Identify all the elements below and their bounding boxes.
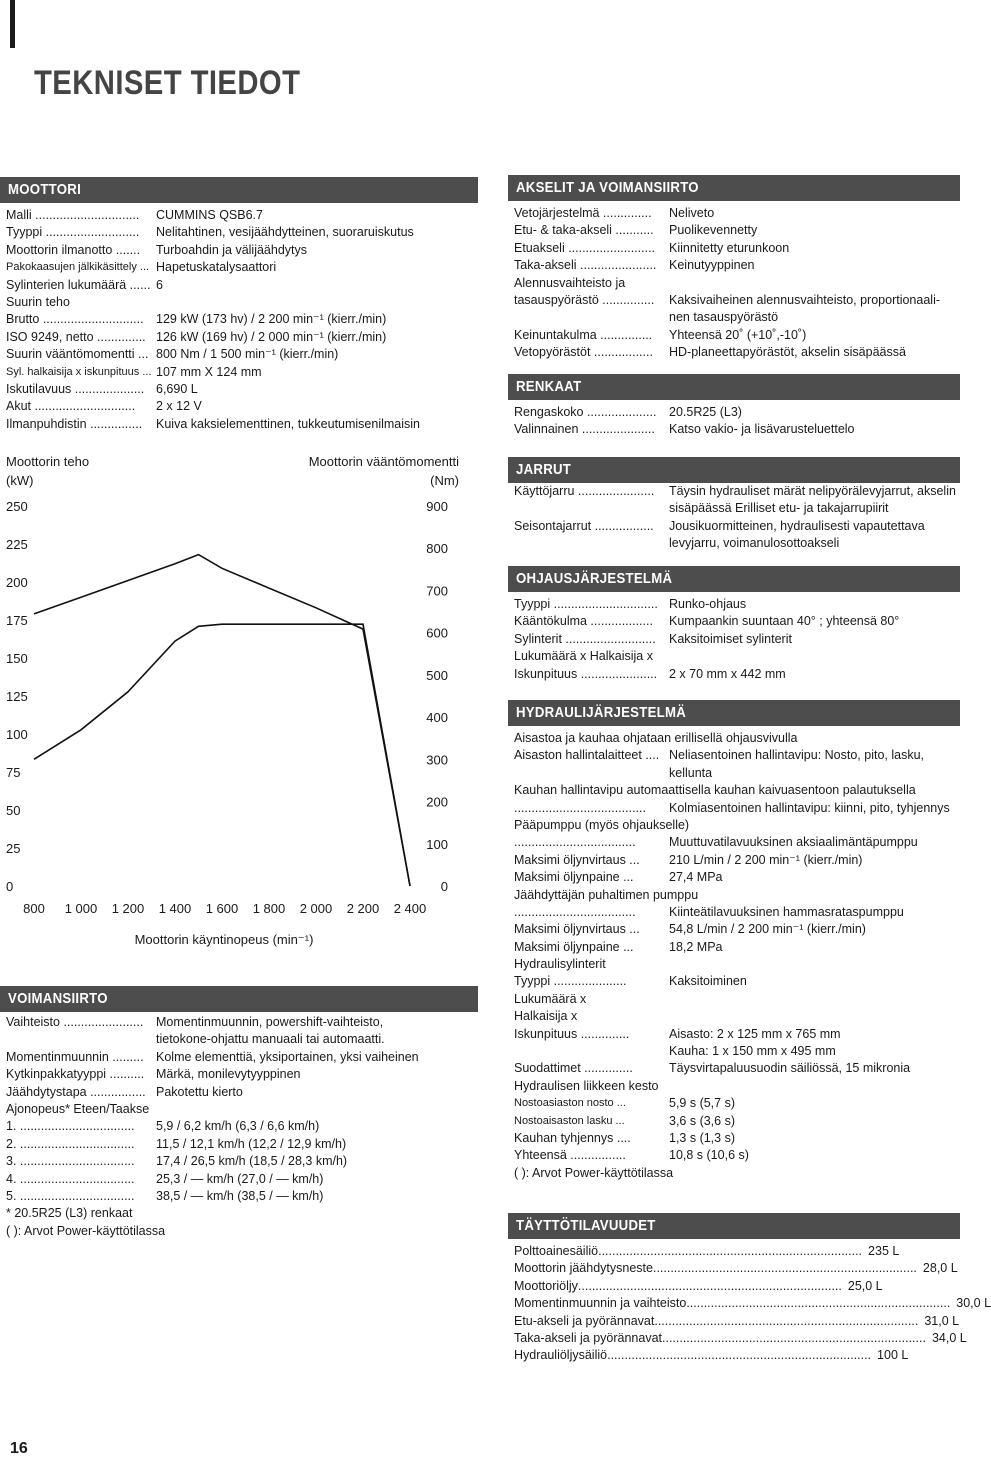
left-tick-label: 25 <box>6 841 21 856</box>
spec-label: Maksimi öljynpaine ... <box>514 939 634 954</box>
tayttotilavuudet-specs <box>514 1243 991 1365</box>
capacity-row <box>514 1347 909 1364</box>
spec-value: 210 L/min / 2 200 min⁻¹ (kierr./min) <box>669 852 863 867</box>
x-tick-label: 2 200 <box>346 901 380 916</box>
spec-value: 5,9 s (5,7 s) <box>669 1096 735 1111</box>
spec-value: kellunta <box>669 765 713 780</box>
spec-label: * 20.5R25 (L3) renkaat <box>6 1206 133 1221</box>
spec-label: Ajonopeus* Eteen/Taakse <box>6 1101 150 1116</box>
spec-label: 3. ................................. <box>6 1154 135 1169</box>
spec-label: Maksimi öljynvirtaus ... <box>514 852 640 867</box>
page-title: TEKNISET TIEDOT <box>34 64 301 102</box>
spec-row <box>6 1084 476 1101</box>
spec-label: Iskunpituus ...................... <box>514 666 658 681</box>
right-tick-label: 600 <box>426 625 448 641</box>
spec-value: 18,2 MPa <box>669 939 723 954</box>
spec-label: Lukumäärä x <box>514 991 587 1006</box>
spec-value: 2 x 70 mm x 442 mm <box>669 666 786 681</box>
spec-row <box>514 1026 958 1043</box>
spec-value: 107 mm X 124 mm <box>156 364 262 379</box>
spec-label: ................................... <box>514 835 636 850</box>
spec-row <box>514 1113 958 1130</box>
spec-value: 11,5 / 12,1 km/h (12,2 / 12,9 km/h) <box>156 1136 347 1151</box>
spec-label: Maksimi öljynvirtaus ... <box>514 922 640 937</box>
spec-label: Iskutilavuus .................... <box>6 381 145 396</box>
spec-label: Syl. halkaisija x iskunpituus ... <box>6 365 152 378</box>
left-tick-label: 250 <box>6 499 28 514</box>
spec-value: Kolme elementtiä, yksiportainen, yksi vaiheinen <box>156 1049 419 1064</box>
capacity-row <box>514 1243 900 1260</box>
dot-leader: ............................................................................ <box>577 1278 842 1293</box>
spec-row <box>6 1153 476 1170</box>
spec-value: Puolikevennetty <box>669 223 758 238</box>
left-tick-label: 175 <box>6 613 28 628</box>
spec-value: 2 x 12 V <box>156 399 202 414</box>
capacity-value: 31,0 L <box>924 1313 960 1328</box>
section-heading-akselit: AKSELIT JA VOIMANSIIRTO <box>508 175 960 201</box>
spec-label: Etu- & taka-akseli ........... <box>514 223 654 238</box>
spec-row <box>514 344 958 361</box>
spec-label: Jäähdytystapa ................ <box>6 1084 146 1099</box>
spec-label: Alennusvaihteisto ja <box>514 275 626 290</box>
spec-label: Malli .............................. <box>6 208 140 222</box>
capacity-label: Moottorin jäähdytysneste <box>514 1261 653 1276</box>
engine-performance-chart <box>0 448 480 958</box>
spec-value: Turboahdin ja välijäähdytys <box>156 242 308 257</box>
spec-row <box>514 782 958 799</box>
spec-label: Akut ............................. <box>6 399 136 414</box>
spec-row <box>514 939 958 956</box>
spec-value: Kaksitoiminen <box>669 974 747 989</box>
x-tick-label: 1 200 <box>111 901 145 916</box>
spec-row <box>514 404 958 421</box>
dot-leader: ............................................................................ <box>607 1348 872 1363</box>
spec-row <box>6 329 476 346</box>
left-axis-unit: (kW) <box>6 473 34 488</box>
spec-label: Etuakseli ......................... <box>514 240 656 255</box>
x-tick-label: 1 800 <box>252 901 286 916</box>
right-tick-label: 800 <box>426 541 448 557</box>
spec-row <box>6 1031 476 1048</box>
spec-label: Tyyppi ..................... <box>514 974 627 989</box>
dot-leader: ............................................................................ <box>598 1244 863 1258</box>
spec-row <box>514 1078 958 1095</box>
capacity-row <box>514 1295 991 1312</box>
spec-label: Sylinterien lukumäärä ...... <box>6 277 151 292</box>
renkaat-specs <box>514 404 958 439</box>
spec-value: Kumpaankin suuntaan 40° ; yhteensä 80° <box>669 614 900 629</box>
spec-label: Vetojärjestelmä .............. <box>514 206 652 220</box>
spec-value: sisäpäässä Erilliset etu- ja takajarrupiirit <box>669 501 889 516</box>
spec-label: Sylinterit .......................... <box>514 631 656 646</box>
spec-row <box>514 1095 958 1112</box>
spec-value: 27,4 MPa <box>669 870 723 885</box>
spec-row <box>6 1223 476 1240</box>
spec-value: Neliveto <box>669 206 715 220</box>
spec-label: 5. ................................. <box>6 1188 135 1203</box>
spec-label: ................................... <box>514 904 636 919</box>
capacity-value: 28,0 L <box>922 1261 958 1276</box>
spec-label: Nostoaisaston lasku ... <box>514 1114 625 1127</box>
left-axis-title: Moottorin teho <box>6 454 90 469</box>
spec-label: Suodattimet .............. <box>514 1061 633 1076</box>
right-axis-title: Moottorin vääntömomentti <box>308 454 459 469</box>
spec-row <box>514 631 958 648</box>
spec-value: Nelitahtinen, vesijäähdytteinen, suoraruiskutus <box>156 225 414 240</box>
spec-row <box>6 1014 476 1031</box>
spec-row <box>6 1171 476 1188</box>
spec-label: ( ): Arvot Power-käyttötilassa <box>6 1223 166 1238</box>
capacity-label: Polttoainesäiliö <box>514 1244 599 1258</box>
spec-row <box>514 800 958 817</box>
spec-value: 3,6 s (3,6 s) <box>669 1113 735 1128</box>
spec-row <box>6 259 476 276</box>
spec-label: 1. ................................. <box>6 1119 135 1134</box>
spec-row <box>514 730 958 747</box>
capacity-label: Hydrauliöljysäiliö <box>514 1348 608 1363</box>
spec-value: Keinutyyppinen <box>669 258 755 273</box>
spec-row <box>514 275 958 292</box>
capacity-label: Etu-akseli ja pyörännavat <box>514 1313 655 1328</box>
spec-label: Suurin vääntömomentti ... <box>6 347 149 362</box>
capacity-value: 30,0 L <box>956 1296 991 1311</box>
spec-row <box>514 869 958 886</box>
spec-label: 4. ................................. <box>6 1171 135 1186</box>
spec-row <box>6 1188 476 1205</box>
capacity-row <box>514 1313 960 1330</box>
spec-value: Kuiva kaksielementtinen, tukkeutumisenilmaisin <box>156 416 421 431</box>
spec-value: 6,690 L <box>156 381 198 396</box>
spec-label: Pakokaasujen jälkikäsittely ... <box>6 261 150 274</box>
spec-row <box>6 207 476 224</box>
section-heading-renkaat: RENKAAT <box>508 374 960 400</box>
spec-row <box>514 596 958 613</box>
spec-row <box>514 887 958 904</box>
x-tick-label: 1 400 <box>158 901 192 916</box>
spec-row <box>6 346 476 363</box>
section-heading-hydrauli: HYDRAULIJÄRJESTELMÄ <box>508 700 960 726</box>
spec-label: Tyyppi .............................. <box>514 597 658 611</box>
spec-value: 6 <box>156 277 163 292</box>
power-curve <box>34 555 410 886</box>
capacity-value: 100 L <box>877 1348 909 1363</box>
spec-row <box>514 1008 958 1025</box>
spec-row <box>514 973 958 990</box>
torque-curve <box>34 624 410 886</box>
spec-row <box>514 240 958 257</box>
spec-label: Aisastoa ja kauhaa ohjataan erillisellä ohjausvivulla <box>514 731 798 745</box>
spec-label: Vaihteisto ....................... <box>6 1015 144 1029</box>
capacity-value: 235 L <box>868 1244 900 1258</box>
spec-value: Neliasentoinen hallintavipu: Nosto, pito, lasku, <box>669 748 925 763</box>
capacity-row <box>514 1278 883 1295</box>
spec-label: Nostoasiaston nosto ... <box>514 1097 626 1110</box>
spec-row <box>514 1165 958 1182</box>
x-tick-label: 1 600 <box>205 901 239 916</box>
spec-value: 126 kW (169 hv) / 2 000 min⁻¹ (kierr./min) <box>156 329 387 344</box>
spec-label: Maksimi öljynpaine ... <box>514 870 634 885</box>
spec-row <box>514 904 958 921</box>
spec-value: Kiinnitetty eturunkoon <box>669 240 790 255</box>
spec-row <box>6 1118 476 1135</box>
left-tick-label: 200 <box>6 575 28 590</box>
spec-row <box>6 294 476 311</box>
right-tick-label: 200 <box>426 794 448 810</box>
spec-row <box>514 535 958 552</box>
capacity-row <box>514 1260 958 1277</box>
spec-value: nen tasauspyörästö <box>669 310 779 325</box>
spec-label: Hydraulisylinterit <box>514 957 606 972</box>
spec-label: Keinuntakulma ............... <box>514 327 653 342</box>
spec-value: Katso vakio- ja lisävarusteluettelo <box>669 422 855 437</box>
spec-label: ...................................... <box>514 800 646 815</box>
spec-row <box>514 500 958 517</box>
spec-row <box>514 483 958 500</box>
spec-label: Rengaskoko .................... <box>514 405 657 419</box>
x-axis-title: Moottorin käyntinopeus (min⁻¹) <box>134 932 314 947</box>
spec-row <box>6 1049 476 1066</box>
spec-row <box>514 327 958 344</box>
dot-leader: ............................................................................ <box>654 1313 919 1328</box>
akselit-specs <box>514 205 958 362</box>
spec-value: Pakotettu kierto <box>156 1084 243 1099</box>
spec-row <box>6 416 476 433</box>
spec-row <box>514 518 958 535</box>
dot-leader: ............................................................................ <box>662 1330 926 1345</box>
spec-row <box>514 257 958 274</box>
capacity-label: Moottoriöljy <box>514 1278 578 1293</box>
spec-row <box>514 205 958 222</box>
capacity-row <box>514 1330 967 1347</box>
spec-label: Kääntökulma .................. <box>514 614 653 629</box>
spec-row <box>514 1130 958 1147</box>
section-heading-ohjaus: OHJAUSJÄRJESTELMÄ <box>508 566 960 592</box>
spec-value: Hapetuskatalysaattori <box>156 260 277 275</box>
left-tick-label: 100 <box>6 727 28 742</box>
spec-label: Pääpumppu (myös ohjaukselle) <box>514 817 690 832</box>
spec-value: 25,3 / — km/h (27,0 / — km/h) <box>156 1171 324 1186</box>
spec-row <box>6 1066 476 1083</box>
spec-value: HD-planeettapyörästöt, akselin sisäpäässä <box>669 345 906 360</box>
spec-row <box>514 613 958 630</box>
spec-value: Yhteensä 20˚ (+10˚,-10˚) <box>669 327 807 342</box>
page-number: 16 <box>10 1440 28 1457</box>
left-tick-label: 150 <box>6 651 28 666</box>
spec-value: 38,5 / — km/h (38,5 / — km/h) <box>156 1188 324 1203</box>
spec-row <box>6 1136 476 1153</box>
spec-value: Momentinmuunnin, powershift-vaihteisto, <box>156 1015 384 1029</box>
spec-value: Kauha: 1 x 150 mm x 495 mm <box>669 1044 836 1059</box>
spec-label: Kytkinpakkatyyppi .......... <box>6 1067 145 1082</box>
dot-leader: ............................................................................ <box>686 1296 951 1311</box>
spec-row <box>514 956 958 973</box>
spec-value: Runko-ohjaus <box>669 597 747 611</box>
spec-row <box>514 852 958 869</box>
spec-label: tasauspyörästö ............... <box>514 292 655 307</box>
spec-value: 54,8 L/min / 2 200 min⁻¹ (kierr./min) <box>669 922 866 937</box>
spec-row <box>6 1205 476 1222</box>
spec-row <box>6 364 476 381</box>
left-tick-label: 0 <box>6 879 14 894</box>
left-tick-label: 75 <box>6 765 21 780</box>
right-tick-label: 100 <box>426 836 448 852</box>
spec-label: Kauhan hallintavipu automaattisella kauhan kaivuasentoon palautuksella <box>514 783 916 798</box>
spec-label: ISO 9249, netto .............. <box>6 329 146 344</box>
spec-label: Tyyppi ........................... <box>6 225 140 240</box>
spec-value: Kaksivaiheinen alennusvaihteisto, proportionaali- <box>669 292 941 307</box>
spec-row <box>514 921 958 938</box>
spec-label: Taka-akseli ...................... <box>514 258 657 273</box>
spec-row <box>514 1060 958 1077</box>
spec-label: Yhteensä ................ <box>514 1148 626 1163</box>
spec-value: 800 Nm / 1 500 min⁻¹ (kierr./min) <box>156 347 339 362</box>
spec-row <box>6 242 476 259</box>
right-tick-label: 700 <box>426 583 448 599</box>
spec-row <box>514 1043 958 1060</box>
spec-value: 10,8 s (10,6 s) <box>669 1148 749 1163</box>
right-axis-unit: (Nm) <box>430 473 459 488</box>
left-tick-label: 125 <box>6 689 28 704</box>
capacity-value: 34,0 L <box>931 1330 967 1345</box>
spec-label: Ilmanpuhdistin ............... <box>6 416 143 431</box>
spec-value: 129 kW (173 hv) / 2 200 min⁻¹ (kierr./min) <box>156 312 387 327</box>
x-tick-label: 2 400 <box>393 901 427 916</box>
spec-label: Brutto ............................. <box>6 312 144 327</box>
spec-value: CUMMINS QSB6.7 <box>156 208 263 222</box>
spec-row <box>514 222 958 239</box>
spec-label: Käyttöjarru ...................... <box>514 484 655 498</box>
spec-value: levyjarru, voimanulosottoakseli <box>669 536 840 551</box>
spec-value: Kiinteätilavuuksinen hammasrataspumppu <box>669 904 904 919</box>
section-heading-voimansiirto: VOIMANSIIRTO <box>0 986 478 1012</box>
spec-value: Jousikuormitteinen, hydraulisesti vapautettava <box>669 518 925 533</box>
spec-label: Aisaston hallintalaitteet .... <box>514 748 660 763</box>
spec-row <box>6 277 476 294</box>
spec-row <box>6 381 476 398</box>
spec-label: Iskunpituus .............. <box>514 1026 630 1041</box>
x-tick-label: 1 000 <box>64 901 98 916</box>
section-heading-jarrut: JARRUT <box>508 457 960 483</box>
x-tick-label: 2 000 <box>299 901 333 916</box>
spec-value: Märkä, monilevytyyppinen <box>156 1067 301 1082</box>
spec-row <box>6 1101 476 1118</box>
spec-value: 17,4 / 26,5 km/h (18,5 / 28,3 km/h) <box>156 1154 348 1169</box>
right-tick-label: 500 <box>426 667 448 683</box>
spec-label: 2. ................................. <box>6 1136 135 1151</box>
capacity-label: Taka-akseli ja pyörännavat <box>514 1330 662 1345</box>
spec-label: Jäähdyttäjän puhaltimen pumppu <box>514 887 699 902</box>
capacity-label: Momentinmuunnin ja vaihteisto <box>514 1296 687 1311</box>
spec-label: Vetopyörästöt ................. <box>514 345 653 360</box>
spec-row <box>514 834 958 851</box>
ohjaus-specs <box>514 596 958 683</box>
right-tick-label: 900 <box>426 499 448 514</box>
spec-value: Täysin hydrauliset märät nelipyörälevyjarrut, akselin <box>669 484 956 498</box>
spec-row <box>514 1147 958 1164</box>
spec-label: ( ): Arvot Power-käyttötilassa <box>514 1165 674 1180</box>
spec-label: Valinnainen ..................... <box>514 422 655 437</box>
spec-row <box>6 398 476 415</box>
dot-leader: ............................................................................ <box>652 1261 917 1276</box>
section-heading-tayttotilavuudet: TÄYTTÖTILAVUUDET <box>508 1213 960 1239</box>
spec-value: Kolmiasentoinen hallintavipu: kiinni, pito, tyhjennys <box>669 800 950 815</box>
right-tick-label: 400 <box>426 710 448 726</box>
right-tick-label: 0 <box>440 879 448 894</box>
spec-label: Kauhan tyhjennys .... <box>514 1130 631 1145</box>
spec-label: Momentinmuunnin ......... <box>6 1049 144 1064</box>
spec-value: 1,3 s (1,3 s) <box>669 1130 735 1145</box>
spec-row <box>6 311 476 328</box>
moottori-specs <box>6 207 476 433</box>
spec-label: Hydraulisen liikkeen kesto <box>514 1078 659 1093</box>
spec-value: Kaksitoimiset sylinterit <box>669 631 792 646</box>
top-accent-bar <box>10 0 15 48</box>
right-tick-label: 300 <box>426 752 448 768</box>
spec-label: Moottorin ilmanotto ....... <box>6 242 141 257</box>
left-tick-label: 225 <box>6 537 28 552</box>
hydrauli-specs <box>514 730 958 1182</box>
spec-row <box>514 817 958 834</box>
spec-row <box>514 666 958 683</box>
jarrut-specs <box>514 483 958 553</box>
spec-value: 20.5R25 (L3) <box>669 405 742 419</box>
spec-row <box>514 421 958 438</box>
spec-row <box>514 747 958 764</box>
spec-value: tietokone-ohjattu manuaali tai automaatti. <box>156 1032 385 1047</box>
x-tick-label: 800 <box>23 901 45 916</box>
section-heading-moottori: MOOTTORI <box>0 177 478 203</box>
spec-row <box>514 765 958 782</box>
capacity-value: 25,0 L <box>847 1278 883 1293</box>
spec-row <box>514 991 958 1008</box>
spec-row <box>514 648 958 665</box>
spec-label: Suurin teho <box>6 294 70 309</box>
spec-label: Seisontajarrut ................. <box>514 518 654 533</box>
spec-value: Aisasto: 2 x 125 mm x 765 mm <box>669 1026 841 1041</box>
spec-value: Täysvirtapaluusuodin säiliössä, 15 mikronia <box>669 1061 911 1076</box>
voimansiirto-specs <box>6 1014 476 1240</box>
spec-row <box>514 309 958 326</box>
spec-value: 5,9 / 6,2 km/h (6,3 / 6,6 km/h) <box>156 1119 320 1134</box>
spec-row <box>514 292 958 309</box>
spec-label: Halkaisija x <box>514 1009 578 1024</box>
spec-value: Muuttuvatilavuuksinen aksiaalimäntäpumppu <box>669 835 918 850</box>
left-tick-label: 50 <box>6 803 21 818</box>
spec-row <box>6 224 476 241</box>
spec-label: Lukumäärä x Halkaisija x <box>514 649 653 664</box>
